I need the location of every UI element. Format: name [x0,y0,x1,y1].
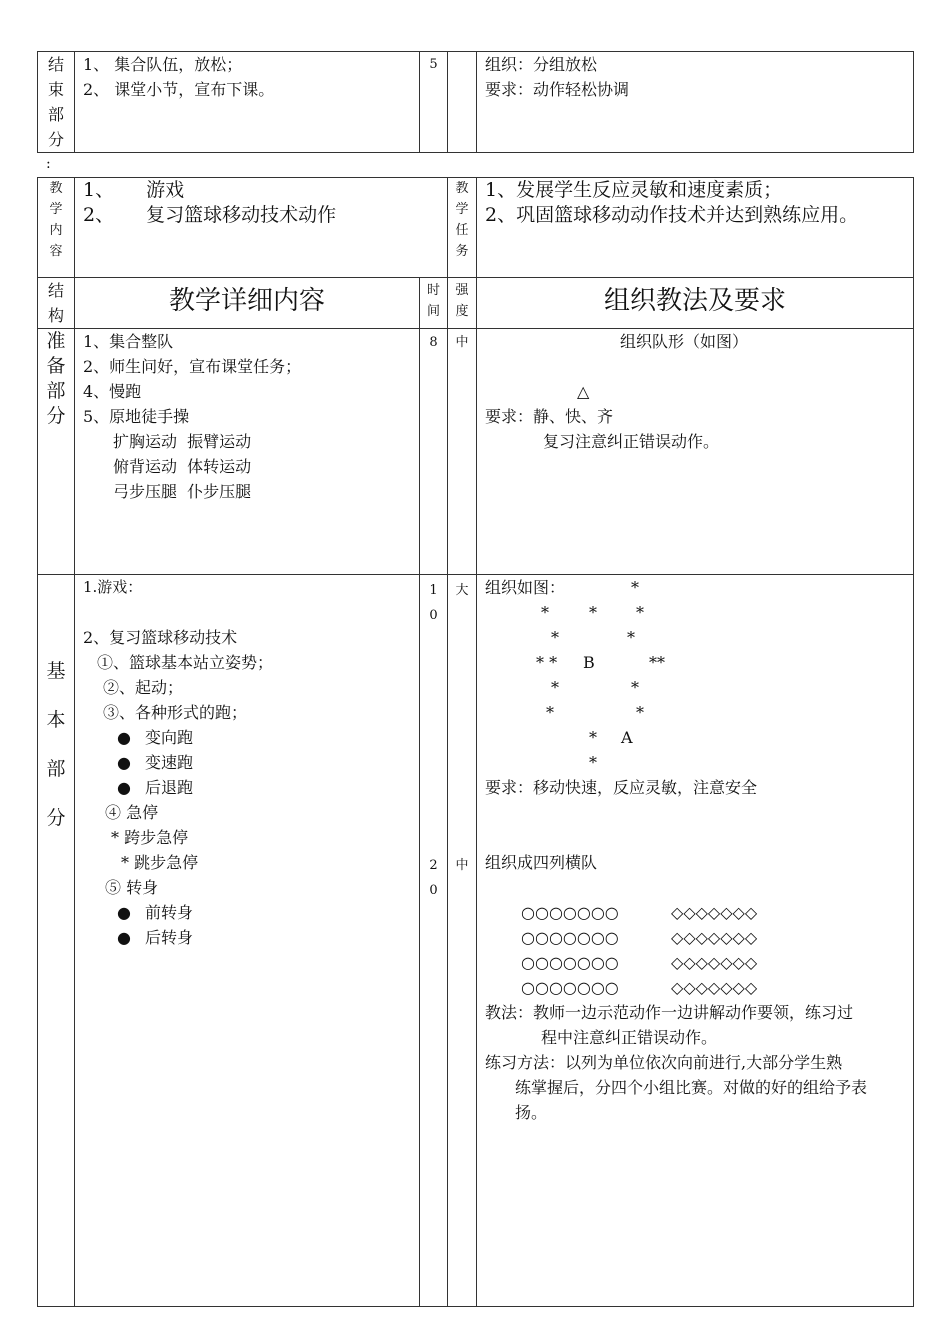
structure-label: 结 构 [38,278,75,329]
task-list: 1、发展学生反应灵敏和速度素质； 2、巩固篮球移动动作技术并达到熟练应用。 [477,178,914,278]
content-items [75,178,448,278]
prep-org: 组织队形（如图） △ 要求：静、快、齐 复习注意纠正错误动作。 [477,329,914,575]
list-item: ● 前转身 [83,900,419,925]
list-item: ● 后退跑 [83,775,419,800]
ending-label: 结 束 部 分 [38,52,75,153]
point-b-label: B [583,653,595,672]
prep-time: 8 [420,329,448,575]
task-label: 教 学 任 务 [448,178,477,278]
point-a-label: A [621,728,633,747]
bullet-icon: ● [117,753,131,772]
formation-row: ○○○○○○○ ◇◇◇◇◇◇◇ [521,903,758,922]
player-marker: * [541,603,550,622]
ending-time: 5 [420,52,448,153]
prep-content: 1、集合整队 2、师生问好，宣布课堂任务； 4、慢跑 5、原地徒手操 扩胸运动 振臂运动 俯背运动 体转运动 弓步压腿 仆步压腿 [75,329,420,575]
player-marker: * [631,578,640,597]
prep-intensity: 中 [448,329,477,575]
bullet-icon: ● [117,928,131,947]
formation-row: ○○○○○○○ ◇◇◇◇◇◇◇ [521,953,758,972]
list-item: ● 后转身 [83,925,419,950]
basic-org: 组织如图： * * * * * * * * B ** * * * * * A * 要求：移动快速，反应灵敏，注意安全 组织成四列横队 ○○○○○○○ ◇◇◇◇◇◇◇ ○○○○○○○ ◇◇◇◇◇◇◇ ○○○○○○○ ◇◇◇◇◇◇◇ ○○○○○○○ ◇◇◇◇◇◇◇ 教法：教师一边示范动作一边讲解动作要领，练习过 程中注意纠正错误动作。 练习方法：以列为单位依次向前进行,大部分学生熟 练掌握后，分四个小组比赛。对做的好的组给予表 扬。 [477,575,914,1307]
list-item: ● 变向跑 [83,725,419,750]
method-title: 组织教法及要求 [477,278,914,329]
content-label: 教 学 内 容 [38,178,75,278]
player-marker: * * [536,653,558,672]
player-marker: * [636,703,645,722]
ending-intensity [448,52,477,153]
bullet-icon: ● [117,903,131,922]
basic-intensity: 大 中 [448,575,477,1307]
time-label: 时 间 [420,278,448,329]
player-marker: * [631,678,640,697]
bullet-icon: ● [117,778,131,797]
ending-org: 组织：分组放松 要求：动作轻松协调 [477,52,914,153]
player-marker: * [627,628,636,647]
content-item: 1、 游戏 [83,179,185,201]
lesson-table [37,177,914,1307]
player-marker: * [546,703,555,722]
detail-title: 教学详细内容 [75,278,420,329]
basic-time: 1 0 2 0 [420,575,448,1307]
basic-content: 1.游戏： 2、复习篮球移动技术 ①、篮球基本站立姿势； ②、起动； ③、各种形式的跑； ● 变向跑 ● 变速跑 ● 后退跑 ④ 急停 * 跨步急停 * 跳步急停 ⑤ 转身 ● 前转身 ● 后转身 [75,575,420,1307]
game-diagram: 组织如图： * * * * * * * * B ** * * * * * A * [485,575,913,775]
player-marker: * [589,603,598,622]
formation-row: ○○○○○○○ ◇◇◇◇◇◇◇ [521,978,758,997]
formation-row: ○○○○○○○ ◇◇◇◇◇◇◇ [521,928,758,947]
colon-mark: : [46,156,51,172]
prep-label: 准 备 部 分 [38,329,75,575]
ending-content: 1、 集合队伍，放松； 2、 课堂小节，宣布下课。 [75,52,420,153]
list-item: ● 变速跑 [83,750,419,775]
player-marker: * [551,678,560,697]
player-marker: ** [649,653,666,672]
player-marker: * [636,603,645,622]
player-marker: * [589,753,598,772]
triangle-marker: △ [577,382,590,401]
bullet-icon: ● [117,728,131,747]
player-marker: * [551,628,560,647]
content-item: 2、 复习篮球移动技术动作 [83,204,337,226]
ending-table [37,51,914,153]
intensity-label: 强 度 [448,278,477,329]
basic-label: 基 本 部 分 [38,575,75,1307]
player-marker: * [589,728,598,747]
